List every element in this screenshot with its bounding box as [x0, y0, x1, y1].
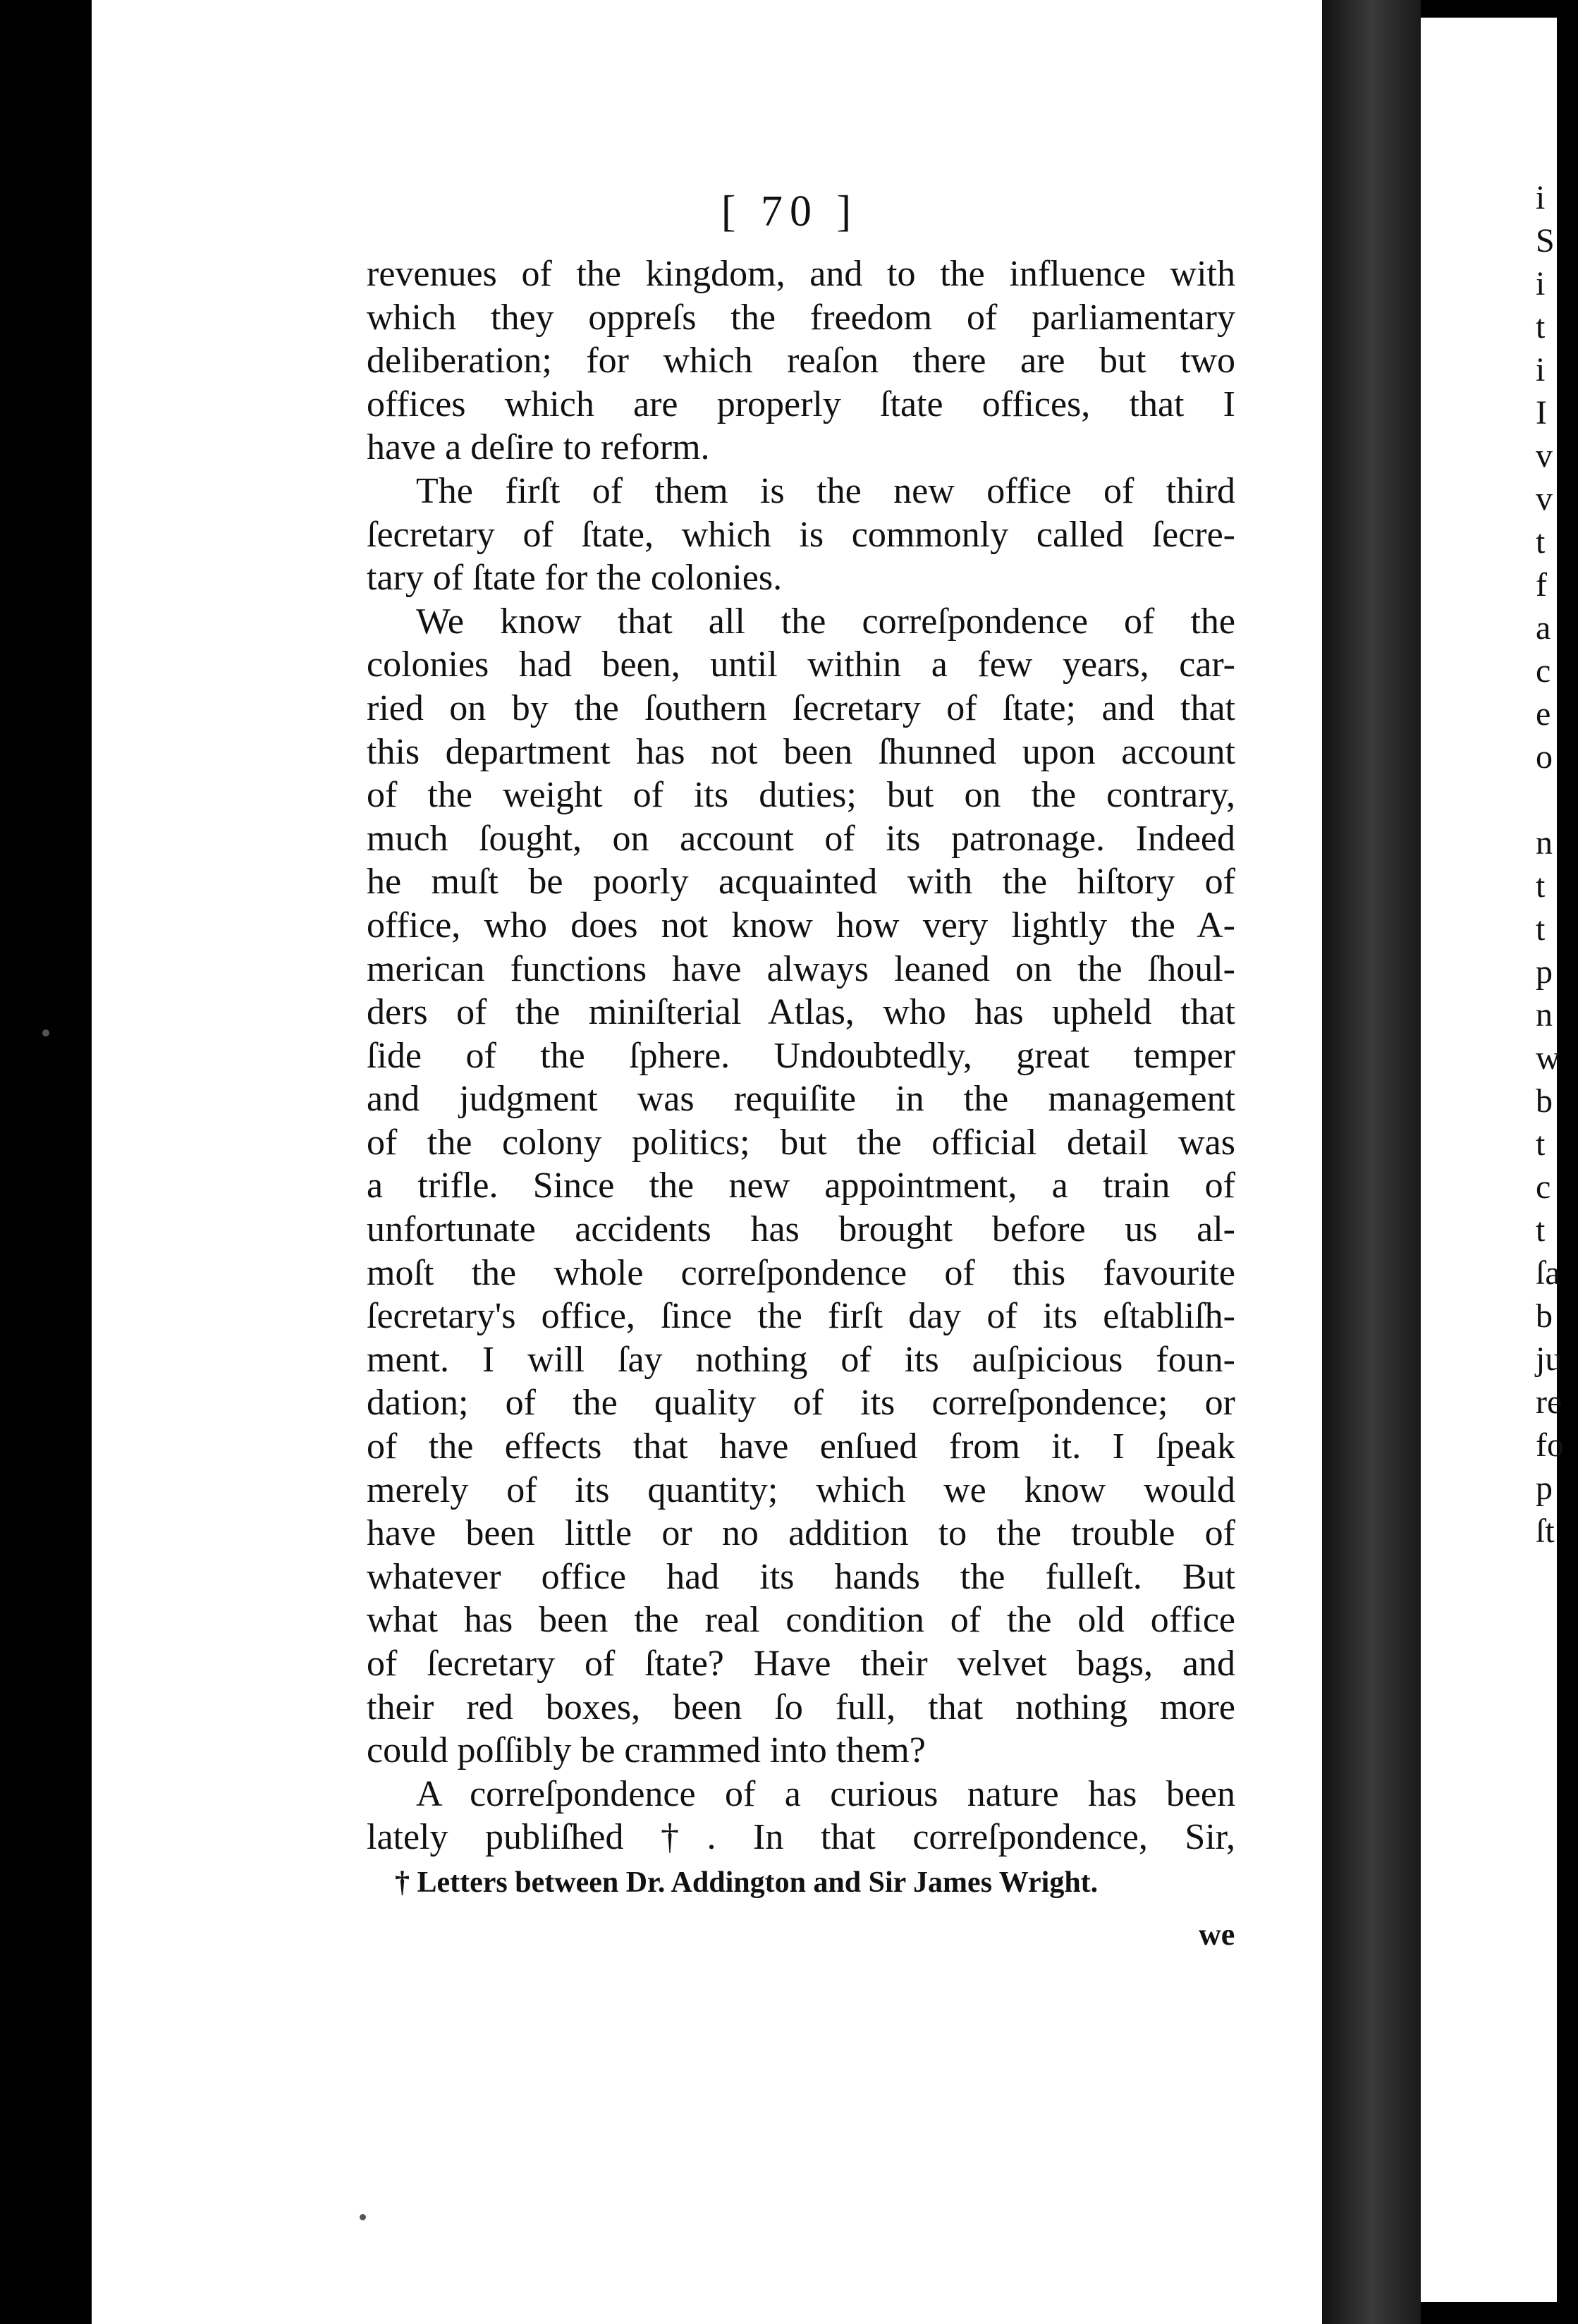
facing-page-fragment: ſt — [1536, 1512, 1555, 1550]
text-line: ried on by the ſouthern ſecretary of ſtate; and that — [367, 687, 1235, 728]
text-line: have a deſire to reform. — [367, 427, 710, 468]
text-line: could poſſibly be crammed into them? — [367, 1730, 926, 1771]
facing-page-fragment: i — [1536, 265, 1546, 302]
text-line: merican functions have always leaned on the ſhoul- — [367, 948, 1235, 989]
page-number: [ 70 ] — [721, 188, 859, 236]
facing-page-fragment: n — [1536, 824, 1553, 862]
facing-page-fragment: t — [1536, 523, 1546, 561]
text-line: deliberation; for which reaſon there are but two — [367, 341, 1235, 381]
text-line: a trifle. Since the new appointment, a train of — [367, 1166, 1235, 1206]
text-line: of the effects that have enſued from it. I ſpeak — [367, 1426, 1235, 1467]
facing-page-fragment: w — [1536, 1039, 1560, 1077]
facing-page-fragment: t — [1536, 1125, 1546, 1163]
text-line: merely of its quantity; which we know would — [367, 1469, 1235, 1510]
facing-page-fragment: p — [1536, 953, 1553, 991]
text-line: lately publiſhed †. In that correſpondence, Sir, — [367, 1817, 1235, 1858]
page-gutter — [1322, 0, 1421, 2324]
text-line: have been little or no addition to the trouble of — [367, 1513, 1235, 1554]
facing-page-fragment: a — [1536, 609, 1551, 647]
text-line: The firſt of them is the new office of third — [416, 470, 1235, 511]
text-line: their red boxes, been ſo full, that nothing more — [367, 1687, 1235, 1727]
facing-page-fragment: t — [1536, 308, 1546, 345]
facing-page-fragment: v — [1536, 480, 1553, 518]
text-line: ders of the miniſterial Atlas, who has upheld that — [367, 992, 1235, 1033]
text-line: offices which are properly ſtate offices, that I — [367, 384, 1235, 424]
facing-page-fragment: e — [1536, 695, 1551, 733]
text-line: We know that all the correſpondence of the — [416, 601, 1235, 642]
facing-page-fragment: ſa — [1536, 1254, 1560, 1292]
footnote: † Letters between Dr. Addington and Sir James Wright. — [395, 1866, 1099, 1899]
facing-page-fragment: i — [1536, 179, 1546, 216]
scan-speck — [360, 2214, 366, 2220]
text-line: which they oppreſs the freedom of parliamentary — [367, 297, 1235, 338]
text-line: whatever office had its hands the fulleſt. But — [367, 1556, 1235, 1597]
text-line: this department has not been ſhunned upon account — [367, 731, 1235, 772]
facing-page-fragment: t — [1536, 1211, 1546, 1249]
text-line: of the colony politics; but the official detail was — [367, 1122, 1235, 1163]
text-line: unfortunate accidents has brought before us al- — [367, 1209, 1235, 1250]
facing-page-fragment — [1536, 778, 1578, 821]
text-line: ſide of the ſphere. Undoubtedly, great temper — [367, 1035, 1235, 1076]
text-line: moſt the whole correſpondence of this favourite — [367, 1252, 1235, 1293]
text-line: ſecretary's office, ſince the firſt day of its eſtabliſh- — [367, 1296, 1235, 1337]
facing-page-fragment: p — [1536, 1469, 1553, 1507]
facing-page-fragment: v — [1536, 437, 1553, 475]
facing-page-text — [1536, 176, 1578, 1553]
text-line: of ſecretary of ſtate? Have their velvet bags, and — [367, 1644, 1235, 1684]
text-line: he muſt be poorly acquainted with the hiſtory of — [367, 862, 1235, 903]
facing-page-fragment: c — [1536, 652, 1551, 690]
facing-page-fragment: b — [1536, 1082, 1553, 1120]
facing-page-fragment: re — [1536, 1383, 1562, 1421]
facing-page-fragment: f — [1536, 566, 1547, 604]
facing-page-fragment: ju — [1536, 1340, 1562, 1378]
facing-page-fragment: I — [1536, 394, 1547, 432]
facing-page-fragment: fo — [1536, 1426, 1564, 1464]
facing-page-fragment: o — [1536, 738, 1553, 776]
text-line: tary of ſtate for the colonies. — [367, 558, 783, 599]
text-line: what has been the real condition of the old office — [367, 1600, 1235, 1641]
text-line: office, who does not know how very lightly the A- — [367, 905, 1235, 946]
text-line: of the weight of its duties; but on the contrary, — [367, 775, 1235, 816]
facing-page-fragment: t — [1536, 867, 1546, 905]
facing-page-fragment: S — [1536, 222, 1555, 259]
text-line: dation; of the quality of its correſpondence; or — [367, 1383, 1235, 1424]
catchword: we — [1199, 1917, 1235, 1952]
text-line: and judgment was requiſite in the management — [367, 1079, 1235, 1120]
text-line: ment. I will ſay nothing of its auſpicious foun- — [367, 1339, 1235, 1380]
facing-page-fragment: t — [1536, 910, 1546, 948]
body-text — [367, 252, 1235, 1859]
text-line: A correſpondence of a curious nature has been — [416, 1773, 1235, 1814]
scan-speck — [42, 1029, 49, 1036]
text-line: ſecretary of ſtate, which is commonly called ſecre- — [367, 514, 1235, 555]
facing-page-fragment: n — [1536, 996, 1553, 1034]
text-line: much ſought, on account of its patronage. Indeed — [367, 818, 1235, 859]
text-line: revenues of the kingdom, and to the influence with — [367, 254, 1235, 294]
text-line: colonies had been, until within a few years, car- — [367, 644, 1235, 685]
facing-page-fragment: b — [1536, 1297, 1553, 1335]
facing-page-fragment: i — [1536, 351, 1546, 389]
facing-page-fragment: c — [1536, 1168, 1551, 1206]
